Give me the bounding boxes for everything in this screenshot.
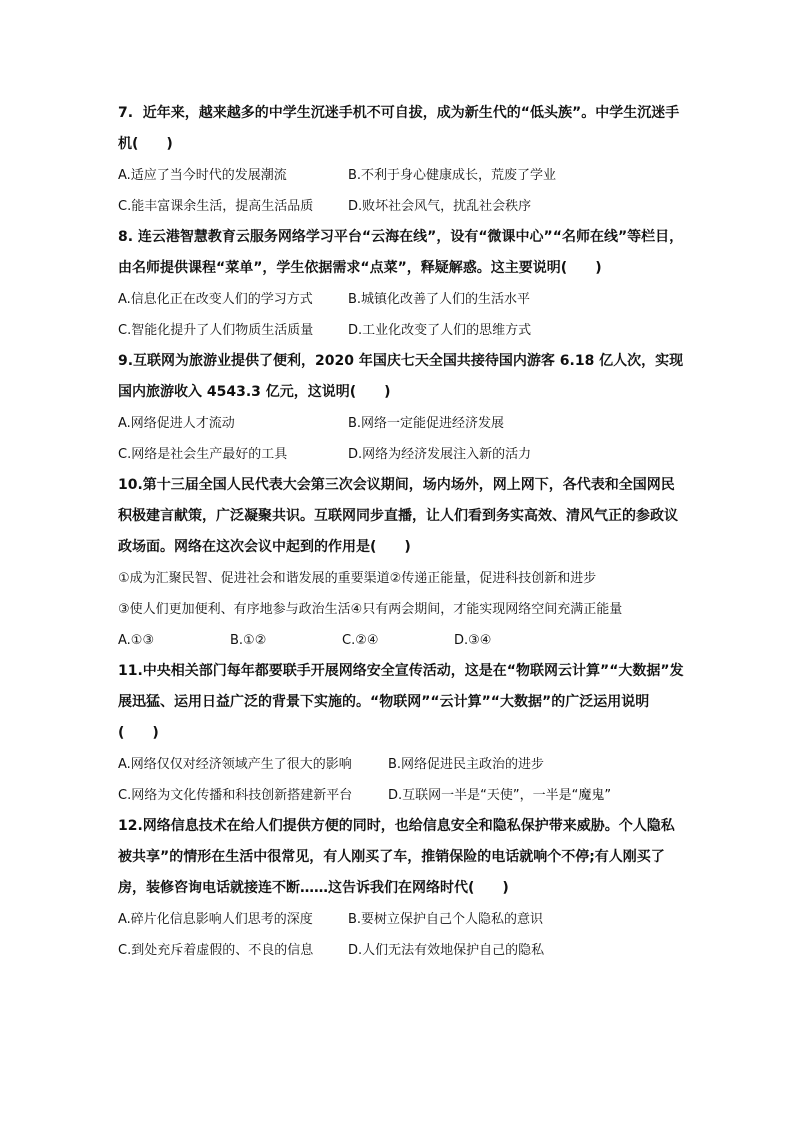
option-row: [118, 749, 684, 780]
option-d[interactable]: D.互联网一半是“天使”，一半是“魔鬼”: [388, 788, 612, 803]
option-row: [118, 315, 684, 346]
option-row: [118, 160, 684, 191]
question-7: [118, 98, 684, 222]
option-a[interactable]: A.网络仅仅对经济领域产生了很大的影响: [118, 757, 352, 772]
option-c[interactable]: C.网络为文化传播和科技创新搭建新平台: [118, 788, 353, 803]
question-11: [118, 656, 684, 811]
question-stem: 11.中央相关部门每年都要联手开展网络安全宣传活动，这是在“物联网云计算”“大数据”发展迅猛、运用日益广泛的背景下实施的。“物联网”“云计算”“大数据”的广泛运用说明( ): [118, 663, 684, 741]
option-d[interactable]: D.人们无法有效地保护自己的隐私: [348, 943, 545, 958]
option-row: [118, 625, 684, 656]
option-row: [118, 191, 684, 222]
question-stem: 10.第十三届全国人民代表大会第三次会议期间，场内场外，网上网下，各代表和全国网民积极建言献策，广泛凝聚共识。互联网同步直播，让人们看到务实高效、清风气正的参政议政场面。网络在这次会议中起到的作用是( ): [118, 477, 678, 555]
option-c[interactable]: C.到处充斥着虚假的、不良的信息: [118, 943, 314, 958]
option-row: [118, 284, 684, 315]
option-c[interactable]: C.②④: [342, 633, 379, 648]
option-c[interactable]: C.网络是社会生产最好的工具: [118, 447, 288, 462]
statement-line: ③使人们更加便利、有序地参与政治生活④只有两会期间，才能实现网络空间充满正能量: [118, 602, 623, 617]
option-row: [118, 439, 684, 470]
option-a[interactable]: A.网络促进人才流动: [118, 416, 235, 431]
option-b[interactable]: B.网络一定能促进经济发展: [348, 416, 505, 431]
option-c[interactable]: C.智能化提升了人们物质生活质量: [118, 323, 314, 338]
question-stem: 8. 连云港智慧教育云服务网络学习平台“云海在线”，设有“微课中心”“名师在线”等栏目，由名师提供课程“菜单”，学生依据需求“点菜”，释疑解惑。这主要说明( ): [118, 229, 684, 276]
question-stem: 7. 近年来，越来越多的中学生沉迷手机不可自拔，成为新生代的“低头族”。中学生沉迷手机( ): [118, 105, 680, 152]
option-a[interactable]: A.适应了当今时代的发展潮流: [118, 168, 287, 183]
statement-line: ①成为汇聚民智、促进社会和谐发展的重要渠道②传递正能量，促进科技创新和进步: [118, 571, 597, 586]
question-stem: 12.网络信息技术在给人们提供方便的同时，也给信息安全和隐私保护带来威胁。个人隐私被共享”的情形在生活中很常见，有人刚买了车，推销保险的电话就响个不停;有人刚买了房，装修咨询电话就接连不断……这告诉我们在网络时代( ): [118, 818, 675, 896]
question-stem: 9.互联网为旅游业提供了便利，2020 年国庆七天全国共接待国内游客 6.18 亿人次，实现国内旅游收入 4543.3 亿元，这说明( ): [118, 353, 684, 400]
option-row: [118, 780, 684, 811]
option-d[interactable]: D.③④: [454, 633, 492, 648]
option-b[interactable]: B.不利于身心健康成长，荒废了学业: [348, 168, 557, 183]
option-a[interactable]: A.碎片化信息影响人们思考的深度: [118, 912, 313, 927]
option-d[interactable]: D.网络为经济发展注入新的活力: [348, 447, 532, 462]
question-12: [118, 811, 684, 966]
option-a[interactable]: A.①③: [118, 633, 155, 648]
question-9: [118, 346, 684, 470]
option-b[interactable]: B.城镇化改善了人们的生活水平: [348, 292, 531, 307]
option-a[interactable]: A.信息化正在改变人们的学习方式: [118, 292, 313, 307]
question-list: [118, 98, 684, 966]
option-row: [118, 408, 684, 439]
question-10: [118, 470, 684, 656]
option-b[interactable]: B.网络促进民主政治的进步: [388, 757, 545, 772]
option-c[interactable]: C.能丰富课余生活，提高生活品质: [118, 199, 314, 214]
option-b[interactable]: B.要树立保护自己个人隐私的意识: [348, 912, 544, 927]
question-8: [118, 222, 684, 346]
option-d[interactable]: D.败坏社会风气，扰乱社会秩序: [348, 199, 532, 214]
option-row: [118, 935, 684, 966]
option-b[interactable]: B.①②: [230, 633, 267, 648]
option-d[interactable]: D.工业化改变了人们的思维方式: [348, 323, 532, 338]
option-row: [118, 904, 684, 935]
